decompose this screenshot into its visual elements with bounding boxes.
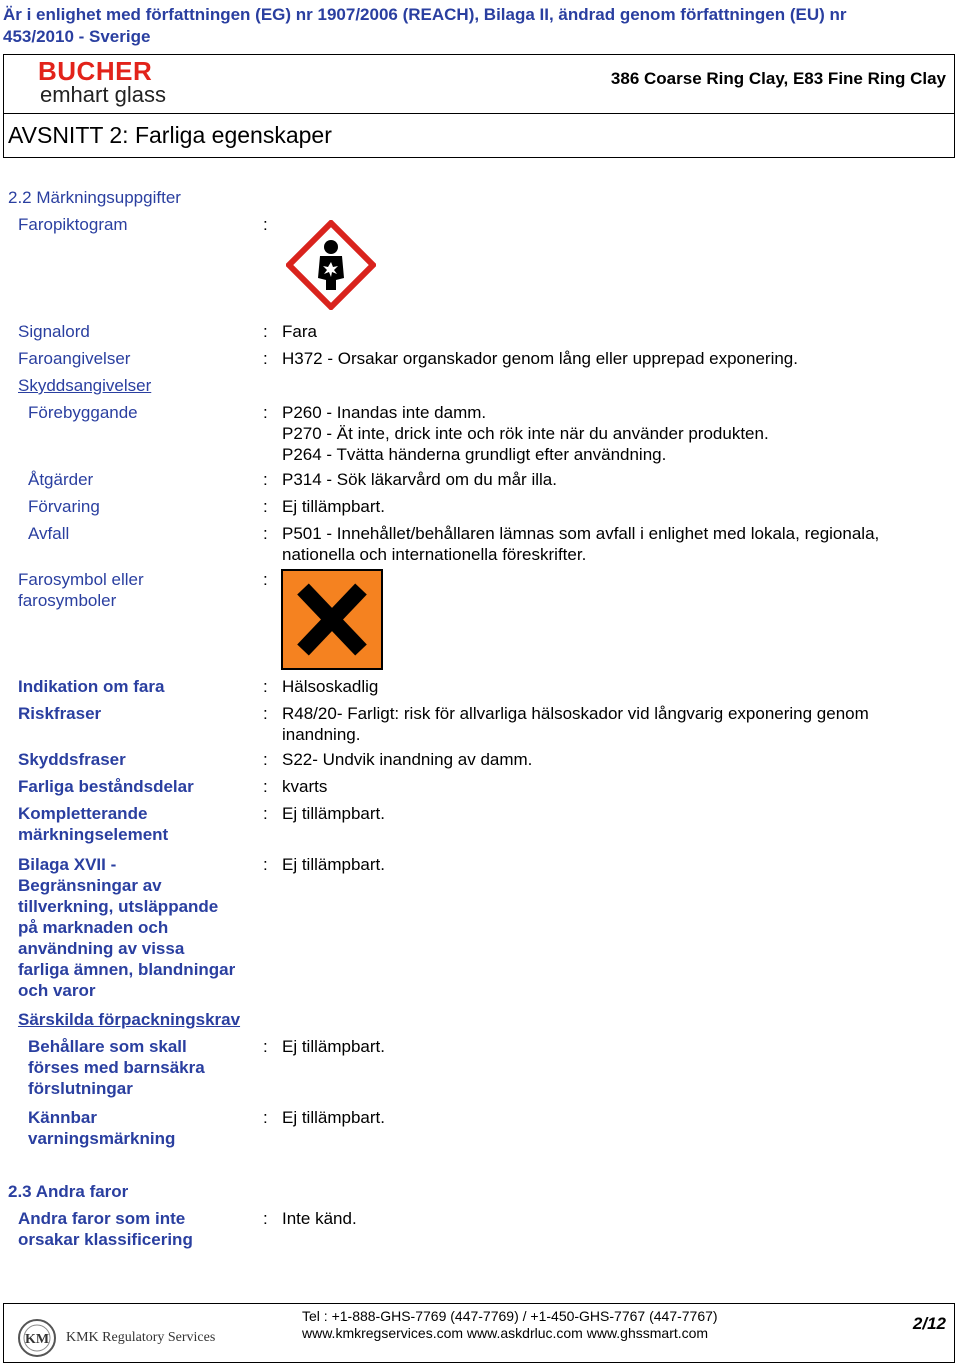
footer-contact [302,1308,718,1342]
colon: : [263,777,268,796]
farosymbol-line: Farosymbol eller [18,570,144,589]
colon: : [263,804,268,823]
bilaga-line: Begränsningar av [18,876,162,895]
value-andra-faror: Inte känd. [282,1209,357,1228]
svg-text:KM: KM [24,1332,50,1347]
kmk-logo-icon [15,1318,59,1358]
andra-faror-line: Andra faror som inte [18,1209,186,1228]
colon: : [263,215,268,234]
bilaga-line: tillverkning, utsläppande [18,897,219,916]
label-sarskilda-forpackningskrav: Särskilda förpackningskrav [18,1010,241,1029]
colon: : [263,1108,268,1127]
label-andra-faror [18,1208,193,1250]
label-forebyggande: Förebyggande [28,403,138,422]
behallare-line: Behållare som skall [28,1037,187,1056]
bilaga-line: användning av vissa [18,939,185,958]
value-signalord: Fara [282,322,317,341]
kannbar-line: Kännbar [28,1108,97,1127]
value-forvaring: Ej tillämpbart. [282,497,385,516]
product-name: 386 Coarse Ring Clay, E83 Fine Ring Clay [610,69,946,88]
bilaga-line: på marknaden och [18,918,169,937]
value-kompletterande: Ej tillämpbart. [282,804,385,823]
value-behallare: Ej tillämpbart. [282,1037,385,1056]
avfall-line: nationella och internationella föreskrifter. [282,545,587,564]
company-logo-emhart: emhart glass [40,82,166,107]
footer-websites: www.kmkregservices.com www.askdrluc.com www.ghssmart.com [302,1325,709,1341]
section-title: AVSNITT 2: Farliga egenskaper [8,122,332,148]
colon: : [263,750,268,769]
riskfraser-line: R48/20- Farligt: risk för allvarliga hälsoskador vid långvarig exponering genom [282,704,869,723]
forebyggande-line: P260 - Inandas inte damm. [282,403,487,422]
harmful-xn-icon [281,569,383,670]
label-farliga-bestandsdelar: Farliga beståndsdelar [18,777,194,796]
farosymbol-line: farosymboler [18,591,117,610]
value-skyddsfraser: S22- Undvik inandning av damm. [282,750,533,769]
forebyggande-line: P270 - Ät inte, drick inte och rök inte när du använder produkten. [282,424,769,443]
footer-phone: Tel : +1-888-GHS-7769 (447-7769) / +1-450-GHS-7767 (447-7767) [302,1308,718,1324]
kompletterande-line: märkningselement [18,825,169,844]
colon: : [263,677,268,696]
value-forebyggande [282,402,769,465]
colon: : [263,524,268,543]
kannbar-line: varningsmärkning [28,1129,176,1148]
kmk-company-name: KMK Regulatory Services [66,1330,216,1345]
label-faropiktogram: Faropiktogram [18,215,128,234]
colon: : [263,497,268,516]
label-bilaga-xvii [18,854,235,1001]
bilaga-line: Bilaga XVII - [18,855,117,874]
andra-faror-line: orsakar klassificering [18,1230,193,1249]
value-farliga-bestandsdelar: kvarts [282,777,328,796]
regulation-line-2: 453/2010 - Sverige [3,27,151,46]
label-skyddsangivelser: Skyddsangivelser [18,376,152,395]
label-kompletterande [18,803,168,845]
colon: : [263,470,268,489]
label-avfall: Avfall [28,524,70,543]
colon: : [263,322,268,341]
kompletterande-line: Kompletterande [18,804,148,823]
label-behallare [28,1036,205,1099]
behallare-line: förses med barnsäkra [28,1058,205,1077]
value-bilaga-xvii: Ej tillämpbart. [282,855,385,874]
page-number: 2/12 [912,1314,946,1333]
label-forvaring: Förvaring [28,497,100,516]
heading-2-2: 2.2 Märkningsuppgifter [8,188,181,207]
colon: : [263,570,268,589]
forebyggande-line: P264 - Tvätta händerna grundligt efter användning. [282,445,667,464]
regulation-header [3,4,846,48]
health-hazard-icon [286,220,376,310]
colon: : [263,403,268,422]
colon: : [263,855,268,874]
behallare-line: förslutningar [28,1079,133,1098]
heading-2-3: 2.3 Andra faror [8,1182,129,1201]
label-indikation: Indikation om fara [18,677,165,696]
label-atgarder: Åtgärder [28,470,94,489]
label-skyddsfraser: Skyddsfraser [18,750,126,769]
label-signalord: Signalord [18,322,90,341]
regulation-line-1: Är i enlighet med författningen (EG) nr 1907/2006 (REACH), Bilaga II, ändrad genom författningen (EU) nr [3,5,847,24]
riskfraser-line: inandning. [282,725,361,744]
colon: : [263,349,268,368]
label-kannbar [28,1107,175,1149]
value-indikation: Hälsoskadlig [282,677,379,696]
avfall-line: P501 - Innehållet/behållaren lämnas som avfall i enlighet med lokala, regionala, [282,524,880,543]
bilaga-line: och varor [18,981,96,1000]
colon: : [263,704,268,723]
company-logo-bucher: BUCHER [38,56,153,86]
colon: : [263,1209,268,1228]
value-faroangivelser: H372 - Orsakar organskador genom lång eller upprepad exponering. [282,349,798,368]
label-riskfraser: Riskfraser [18,704,102,723]
label-faroangivelser: Faroangivelser [18,349,131,368]
value-atgarder: P314 - Sök läkarvård om du mår illa. [282,470,557,489]
label-farosymbol [18,569,144,611]
value-kannbar: Ej tillämpbart. [282,1108,385,1127]
value-avfall [282,523,879,565]
bilaga-line: farliga ämnen, blandningar [18,960,236,979]
colon: : [263,1037,268,1056]
value-riskfraser [282,703,869,745]
